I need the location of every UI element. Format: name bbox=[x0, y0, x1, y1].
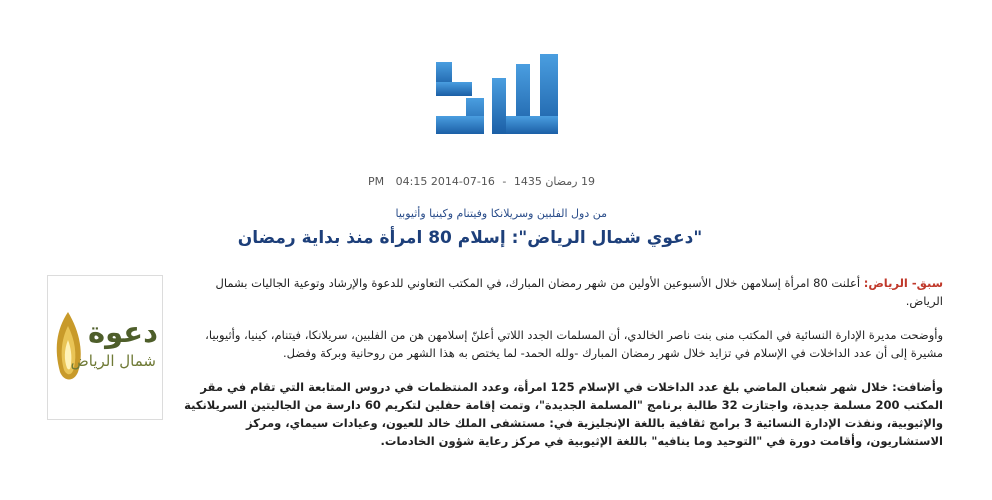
article-title: "دعوي شمال الرياض": إسلام 80 امرأة منذ بداية رمضان bbox=[237, 228, 703, 248]
publish-time: 04:15 PM bbox=[368, 175, 428, 188]
dawa-logo bbox=[50, 310, 160, 386]
dawa-brand: دعوة bbox=[88, 315, 158, 349]
article-dateline bbox=[300, 175, 595, 188]
paragraph-text: أعلنت 80 امرأة إسلامهن خلال الأسبوعين الأولين من شهر رمضان المبارك، في المكتب التعاوني للدعوة والإرشاد وتوعية الجاليات بشمال الرياض. bbox=[215, 276, 943, 308]
date-separator: - bbox=[502, 175, 507, 188]
article-body bbox=[175, 274, 943, 466]
sabq-logo[interactable] bbox=[432, 54, 560, 136]
article-source: سبق- الرياض: bbox=[863, 276, 943, 290]
gregorian-date: 16-07-2014 bbox=[430, 175, 495, 188]
article-kicker: من دول الفلبين وسريلانكا وفيتنام وكينيا وأثيوبيا bbox=[395, 207, 607, 220]
hijri-date: 19 رمضان 1435 bbox=[513, 175, 595, 188]
dawa-subtitle: شمال الرياض bbox=[70, 352, 156, 370]
article-paragraph: وأضافت: خلال شهر شعبان الماضي بلغ عدد الداخلات في الإسلام 125 امرأة، وعدد المنتظمات في دروس المتابعة التي تقام في مقر المكتب 200 مسلمة جديدة، واجتازت 32 طالبة برنامج "المسلمة الجديدة"، وتمت إقامة حفلين لتكريم 60 دارسة من الجاليتين السريلانكية والإثيوبية، ونفذت الإدارة النسائية 3 برامج ثقافية باللغة الإنجليزية في: مستشفى الملك خالد للعيون، وعيادات سيماي، ومركز الاستشاريون، وأقامت دورة في "التوحيد وما ينافيه" باللغة الإثيوبية في مركز رعاية شؤون الخادمات. bbox=[184, 380, 943, 448]
flame-icon bbox=[50, 310, 86, 386]
side-logo-box bbox=[47, 275, 163, 420]
article-paragraph: وأوضحت مديرة الإدارة النسائية في المكتب منى بنت ناصر الخالدي، أن المسلمات الجدد اللاتي أعلنّ إسلامهن هن من الفلبين، سريلانكا، فيتنام، كينيا، وأثيوبيا، مشيرة إلى أن عدد الداخلات في الإسلام في تزايد خلال شهر رمضان المبارك -ولله الحمد- لما يختص به هذا الشهر من روحانية وبركة وفضل. bbox=[205, 328, 943, 360]
article-paragraph bbox=[175, 274, 943, 310]
